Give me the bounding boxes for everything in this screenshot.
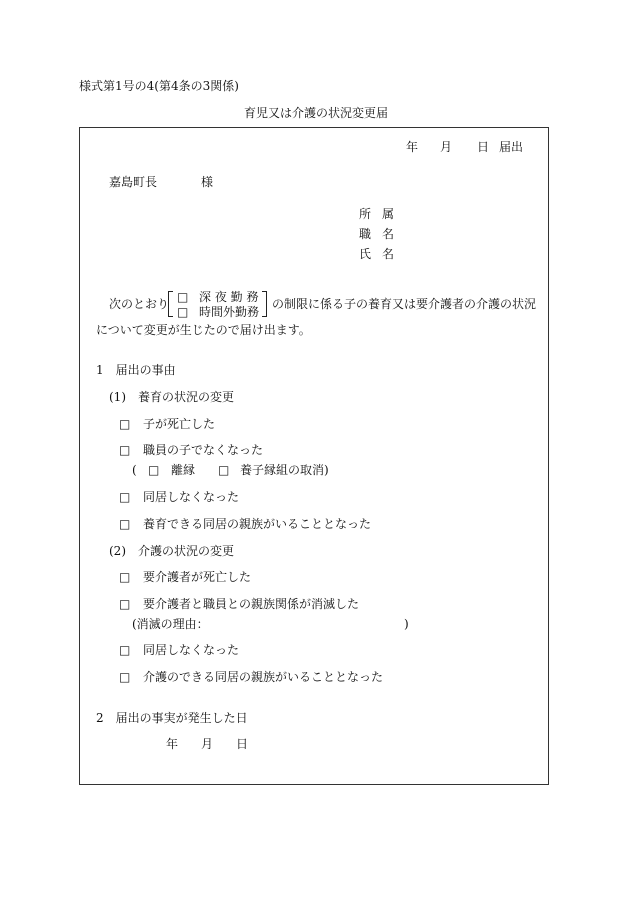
options-bracket-left bbox=[168, 291, 173, 317]
option-overtime-label: 時間外勤務 bbox=[199, 305, 260, 319]
detail-open-paren: ( bbox=[132, 463, 137, 477]
intro-line2: について変更が生じたので届け出ます。 bbox=[96, 323, 311, 337]
item-relative-raising-checkbox[interactable]: □ bbox=[119, 517, 131, 531]
reason-close-paren: ) bbox=[404, 617, 409, 631]
occurrence-year: 年 bbox=[166, 737, 179, 751]
form-code: 様式第1号の4(第4条の3関係) bbox=[79, 79, 239, 93]
submission-day: 日 bbox=[477, 140, 490, 154]
section2-heading: 2 届出の事実が発生した日 bbox=[96, 711, 248, 725]
item-child-died-checkbox[interactable]: □ bbox=[119, 417, 131, 431]
item-care-died-label: 要介護者が死亡した bbox=[143, 570, 252, 584]
detail-adoption-cancel-checkbox[interactable]: □ bbox=[218, 463, 230, 477]
item-no-longer-child-checkbox[interactable]: □ bbox=[119, 443, 131, 457]
intro-suffix: の制限に係る子の養育又は要介護者の介護の状況 bbox=[272, 297, 537, 311]
affiliation-label-1: 所 bbox=[359, 207, 372, 221]
submission-label: 届出 bbox=[499, 140, 524, 154]
name-label-1: 氏 bbox=[359, 247, 372, 261]
occurrence-day: 日 bbox=[236, 737, 249, 751]
item-relative-caring-label: 介護のできる同居の親族がいることとなった bbox=[143, 670, 384, 684]
intro-prefix: 次のとおり bbox=[109, 297, 170, 311]
item-no-cohabit-1-label: 同居しなくなった bbox=[143, 490, 240, 504]
item-no-longer-child-label: 職員の子でなくなった bbox=[143, 443, 264, 457]
option-night-label: 深 夜 勤 務 bbox=[199, 290, 259, 304]
submission-year: 年 bbox=[406, 140, 419, 154]
submission-month: 月 bbox=[440, 140, 453, 154]
section1-sub2-heading: (2) 介護の状況の変更 bbox=[109, 544, 234, 558]
option-overtime-checkbox[interactable]: □ bbox=[177, 305, 189, 319]
item-no-cohabit-2-checkbox[interactable]: □ bbox=[119, 643, 131, 657]
item-no-cohabit-2-label: 同居しなくなった bbox=[143, 643, 240, 657]
addressee-name: 嘉島町長 bbox=[109, 175, 158, 189]
position-label-1: 職 bbox=[359, 227, 372, 241]
name-label-2: 名 bbox=[382, 247, 395, 261]
position-label-2: 名 bbox=[382, 227, 395, 241]
item-child-died-label: 子が死亡した bbox=[143, 417, 216, 431]
occurrence-month: 月 bbox=[201, 737, 214, 751]
item-care-died-checkbox[interactable]: □ bbox=[119, 570, 131, 584]
section1-sub1-heading: (1) 養育の状況の変更 bbox=[109, 390, 234, 404]
item-relative-caring-checkbox[interactable]: □ bbox=[119, 670, 131, 684]
item-no-cohabit-1-checkbox[interactable]: □ bbox=[119, 490, 131, 504]
reason-label: (消滅の理由： bbox=[132, 617, 209, 631]
detail-close-paren: ) bbox=[324, 463, 329, 477]
item-relation-ended-label: 要介護者と職員との親族関係が消滅した bbox=[143, 597, 360, 611]
detail-divorce-checkbox[interactable]: □ bbox=[148, 463, 160, 477]
options-bracket-right bbox=[262, 291, 267, 317]
form-title: 育児又は介護の状況変更届 bbox=[244, 106, 389, 120]
option-night-checkbox[interactable]: □ bbox=[177, 290, 189, 304]
item-relative-raising-label: 養育できる同居の親族がいることとなった bbox=[143, 517, 372, 531]
item-relation-ended-checkbox[interactable]: □ bbox=[119, 597, 131, 611]
section1-heading: 1 届出の事由 bbox=[96, 363, 176, 377]
addressee-honorific: 様 bbox=[201, 175, 214, 189]
detail-adoption-cancel-label: 養子縁組の取消 bbox=[240, 463, 325, 477]
detail-divorce-label: 離縁 bbox=[171, 463, 196, 477]
affiliation-label-2: 属 bbox=[382, 207, 395, 221]
